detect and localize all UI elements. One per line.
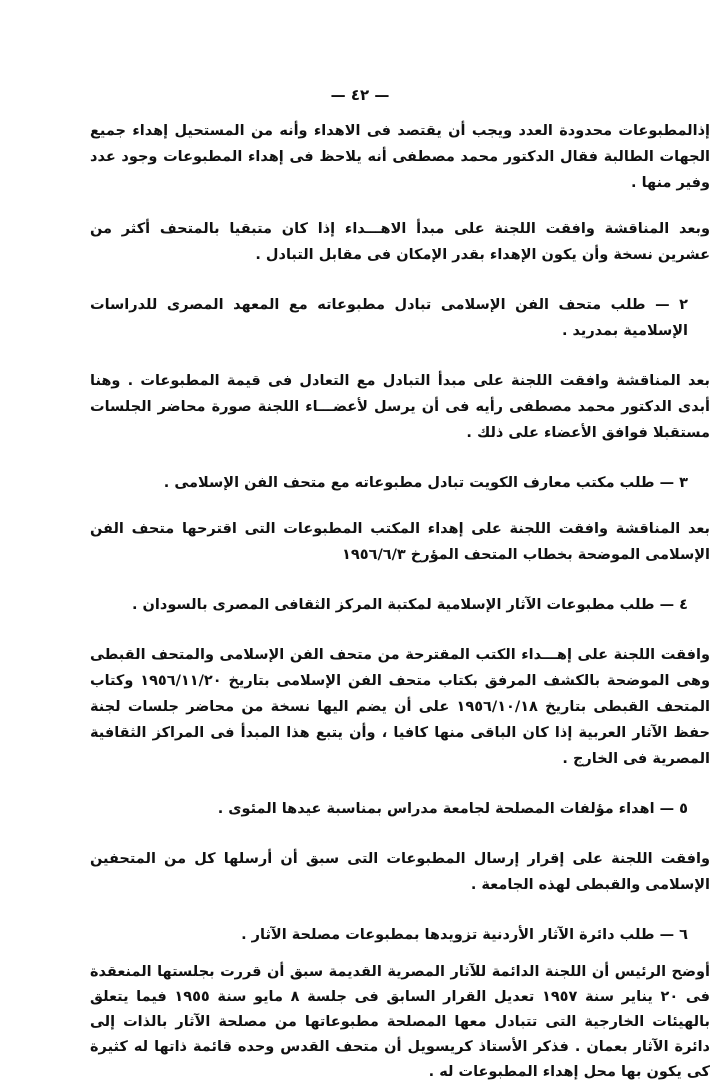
agenda-item-4: ٤ — طلب مطبوعات الآثار الإسلامية لمكتبة المركز الثقافى المصرى بالسودان .: [131, 597, 688, 613]
paragraph-decision-item-2: بعد المناقشة وافقت اللجنة على مبدأ التبادل مع التعادل فى قيمة المطبوعات . وهنا أبدى الدكتور محمد مصطفى رأيه فى أن يرسل لأعضـــاء اللجنة صورة محاضر الجلسات مستقبلا فوافق الأعضاء على ذلك .: [90, 373, 710, 441]
agenda-item-6: ٦ — طلب دائرة الآثار الأردنية تزويدها بمطبوعات مصلحة الآثار .: [241, 927, 688, 943]
paragraph-decision-item-3: بعد المناقشة وافقت اللجنة على إهداء المكتب المطبوعات التى اقترحها متحف الفن الإسلامى الموضحة بخطاب المتحف المؤرخ ١٩٥٦/٦/٣: [90, 521, 710, 563]
document-body: [90, 118, 710, 1085]
agenda-item-3: ٣ — طلب مكتب معارف الكويت تبادل مطبوعاته مع متحف الفن الإسلامى .: [163, 475, 688, 491]
agenda-item-5: ٥ — اهداء مؤلفات المصلحة لجامعة مدراس بمناسبة عيدها المئوى .: [217, 801, 688, 817]
paragraph-committee-decision-gifting: وبعد المناقشة وافقت اللجنة على مبدأ الاهـــداء إذا كان متبقيا بالمتحف أكثر من عشرين نسخة وأن يكون الإهداء بقدر الإمكان فى مقابل التبادل .: [90, 221, 710, 263]
paragraph-decision-item-5: وافقت اللجنة على إقرار إرسال المطبوعات التى سبق أن أرسلها كل من المتحفين الإسلامى والقبطى لهذه الجامعة .: [90, 851, 710, 893]
paragraph-decision-item-4: وافقت اللجنة على إهـــداء الكتب المقترحة من متحف الفن الإسلامى والمتحف القبطى وهى الموضحة بالكشف المرفق بكتاب متحف الفن الإسلامى بتاريخ ١٩٥٦/١١/٢٠ وكتاب المتحف القبطى بتاريخ ١٩٥٦/١٠/١٨ على أن يضم اليها نسخة من محاضر جلسات لجنة حفظ الآثار العربية إذا كان الباقى منها كافيا ، وأن يتبع هذا المبدأ فى المراكز الثقافية المصرية فى الخارج .: [90, 647, 710, 767]
agenda-item-2: ٢ — طلب متحف الفن الإسلامى تبادل مطبوعاته مع المعهد المصرى للدراسات الإسلامية بمدريد .: [90, 297, 688, 339]
page-number: — ٤٢ —: [330, 86, 390, 104]
paragraph-decision-item-6: أوضح الرئيس أن اللجنة الدائمة للآثار المصرية القديمة سبق أن قررت بجلستها المنعقدة فى ٢٠ يناير سنة ١٩٥٧ تعديل القرار السابق فى جلسة ٨ مايو سنة ١٩٥٥ فيما يتعلق بالهيئات الخارجية التى تتبادل معها المصلحة مطبوعاتها من مصلحة الآثار بالذات إلى دائرة الآثار بعمان . فذكر الأستاذ كريسويل أن متحف القدس وحده قائمة ذاتها له كثيرة كى يكون بها محل إهداء المطبوعات له .: [90, 964, 711, 1080]
paragraph-print-count: إذالمطبوعات محدودة العدد ويجب أن يقتصد فى الاهداء وأنه من المستحيل إهداء جميع الجهات الطالبة فقال الدكتور محمد مصطفى أنه يلاحظ فى إهداء المطبوعات وجود عدد وفير منها .: [90, 123, 710, 191]
